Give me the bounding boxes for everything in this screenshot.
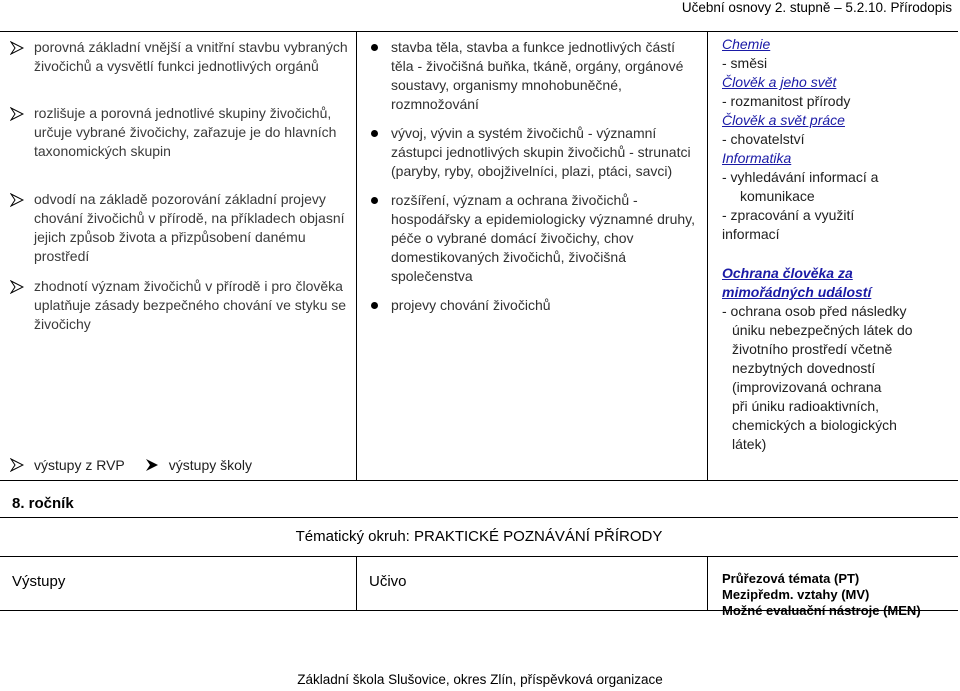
topic-title: Tématický okruh: PRAKTICKÉ POZNÁVÁNÍ PŘÍRODY bbox=[0, 518, 958, 557]
outcome-item: odvodí na základě pozorování základní projevy chování živočichů v přírodě, na příkladech objasní jejich způsob života a přizpůsobení danému prostředí bbox=[10, 190, 350, 266]
legend bbox=[10, 457, 252, 473]
link-mimoradne-udalosti[interactable]: mimořádných událostí bbox=[722, 284, 872, 300]
curriculum-item: stavba těla, stavba a funkce jednotlivých částí těla - živočišná buňka, tkáně, orgány, orgánové soustavy, organismy mnohobuněčné, rozmnožování bbox=[371, 38, 701, 114]
curriculum-column bbox=[357, 32, 708, 480]
filled-arrow-icon bbox=[145, 458, 159, 472]
cross-topics-column: Chemie - směsi Člověk a jeho svět - rozmanitost přírody Člověk a svět práce - chovatelství Informatika - vyhledávání informací a komunikace - zpracování a využití informací Ochrana člověka za mimořádných událostí - ochrana osob před následky úniku nebezpečných látek do životního prostředí včetně nezbytných dovedností (improvizovaná ochrana při úniku radioaktivních, chemických a biologických látek) bbox=[708, 32, 958, 480]
hollow-arrow-icon bbox=[10, 280, 24, 294]
link-ochrana[interactable]: Ochrana člověka za bbox=[722, 265, 853, 281]
bullet-icon bbox=[371, 197, 378, 204]
curriculum-item: projevy chování živočichů bbox=[371, 296, 701, 315]
document-header: Učební osnovy 2. stupně – 5.2.10. Přírodopis bbox=[681, 0, 952, 15]
legend-school: výstupy školy bbox=[168, 457, 253, 473]
curriculum-item: rozšíření, význam a ochrana živočichů - hospodářsky a epidemiologicky významné druhy, péče o vybrané domácí živočichy, chov domestikovaných živočichů, živočišná společenstva bbox=[371, 191, 701, 286]
link-clovek-jeho-svet[interactable]: Člověk a jeho svět bbox=[722, 74, 837, 90]
link-informatika[interactable]: Informatika bbox=[722, 150, 792, 166]
bullet-icon bbox=[371, 302, 378, 309]
header-outputs: Výstupy bbox=[0, 557, 357, 610]
header-cross-topics: Průřezová témata (PT) Mezipředm. vztahy (MV) Možné evaluační nástroje (MEN) bbox=[722, 571, 921, 618]
page-footer: Základní škola Slušovice, okres Zlín, příspěvková organizace bbox=[297, 672, 663, 687]
hollow-arrow-icon bbox=[10, 193, 24, 207]
outcome-item: rozlišuje a porovná jednotlivé skupiny živočichů, určuje vybrané živočichy, zařazuje je do hlavních taxonomických skupin bbox=[10, 104, 350, 161]
curriculum-item: vývoj, vývin a systém živočichů - významní zástupci jednotlivých skupin živočichů - strunatci (paryby, ryby, obojživelníci, plazi, ptáci, savci) bbox=[371, 124, 701, 181]
link-chemie[interactable]: Chemie bbox=[722, 36, 771, 52]
legend-rvp: výstupy z RVP bbox=[34, 457, 125, 473]
link-clovek-svet-prace[interactable]: Člověk a svět práce bbox=[722, 112, 845, 128]
outcome-item: zhodnotí význam živočichů v přírodě i pro člověka uplatňuje zásady bezpečného chování ve styku se živočichy bbox=[10, 277, 350, 334]
grade-heading: 8. ročník bbox=[12, 495, 74, 512]
content-table bbox=[0, 31, 958, 481]
outcome-item: porovná základní vnější a vnitřní stavbu vybraných živočichů a vysvětlí funkci jednotlivých orgánů bbox=[10, 38, 350, 76]
header-curriculum: Učivo bbox=[357, 557, 708, 610]
outputs-column bbox=[0, 32, 357, 480]
topic-table bbox=[0, 517, 958, 618]
hollow-arrow-icon bbox=[10, 41, 24, 55]
hollow-arrow-icon bbox=[10, 107, 24, 121]
bullet-icon bbox=[371, 130, 378, 137]
bullet-icon bbox=[371, 44, 378, 51]
hollow-arrow-icon bbox=[10, 458, 24, 472]
